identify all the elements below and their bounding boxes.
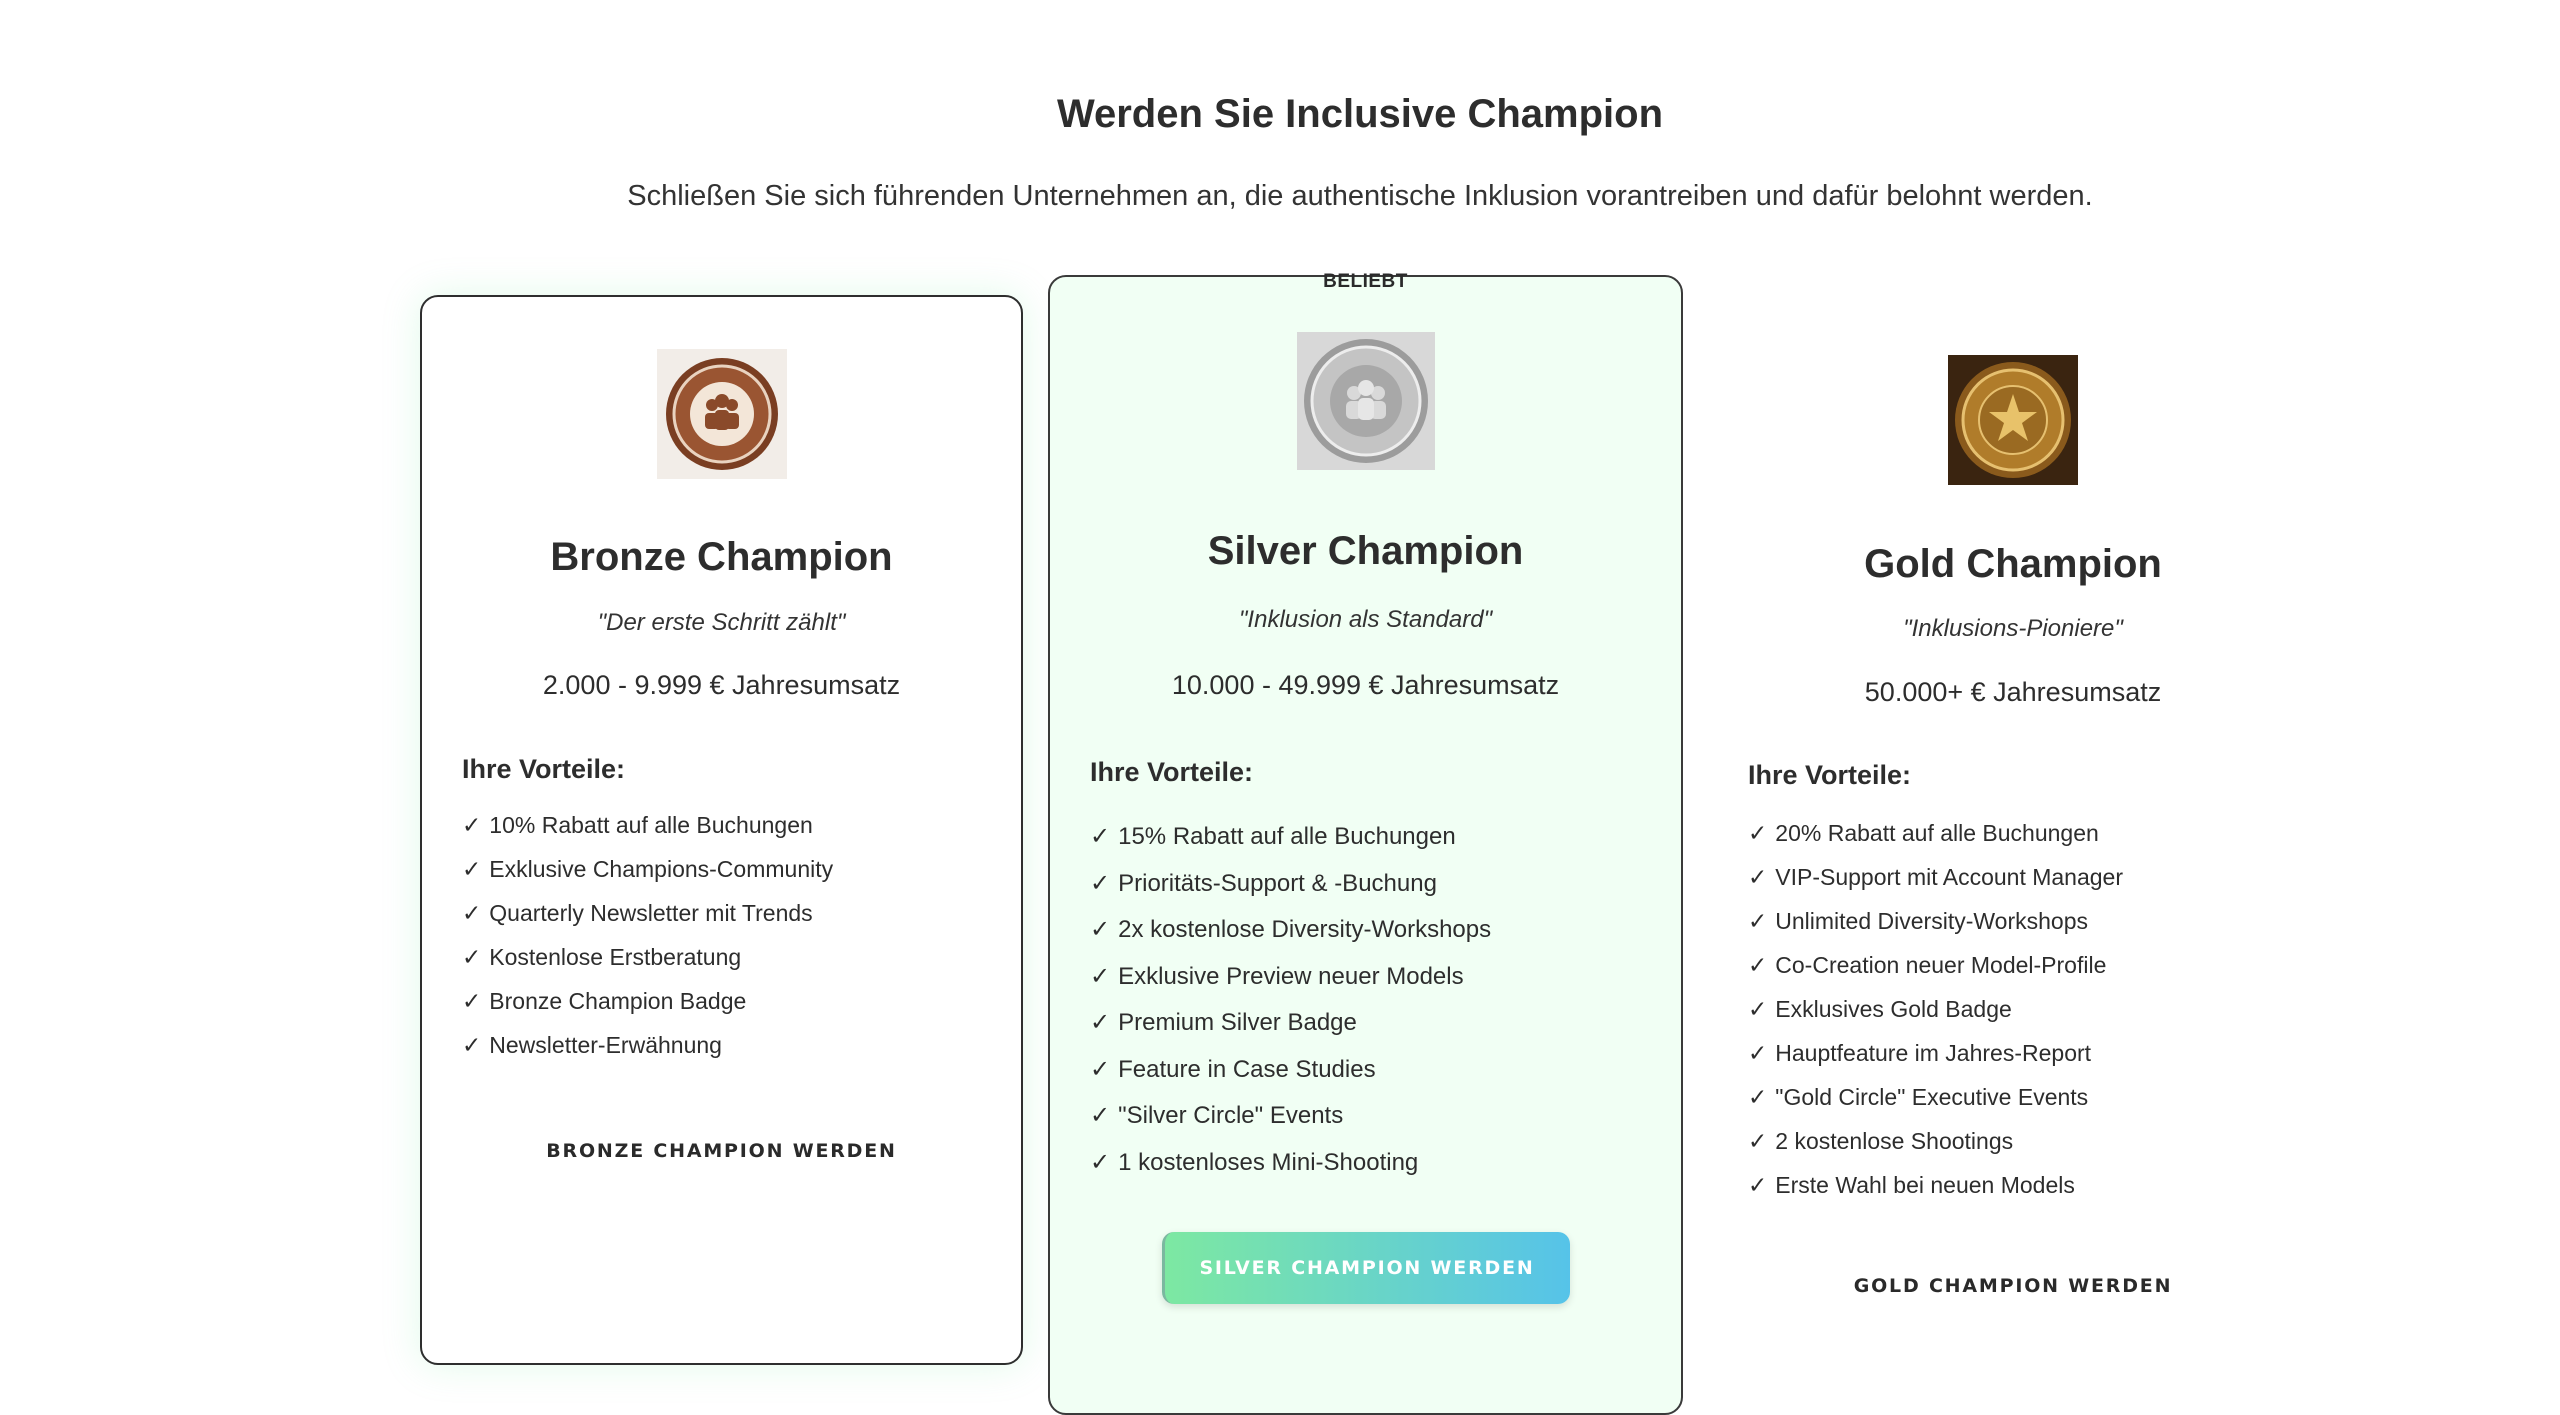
tier-name: Bronze Champion [550, 535, 893, 579]
benefit-item: ✓ Premium Silver Badge [1090, 1009, 1357, 1036]
benefit-item: ✓ Exklusive Champions-Community [462, 856, 834, 882]
silver-champion-button[interactable]: SILVER CHAMPION WERDEN [1162, 1232, 1570, 1304]
check-icon: ✓ [1748, 864, 1768, 890]
bronze-champion-button[interactable]: BRONZE CHAMPION WERDEN [546, 1140, 897, 1162]
tier-revenue: 10.000 - 49.999 € Jahresumsatz [1171, 670, 1560, 700]
tier-tagline: "Der erste Schritt zählt" [597, 609, 846, 636]
benefit-item: ✓ Bronze Champion Badge [462, 988, 747, 1014]
silver-champion-medal-icon [1297, 332, 1435, 470]
benefit-item: ✓ "Gold Circle" Executive Events [1748, 1084, 2089, 1110]
benefits-title: Ihre Vorteile: [1748, 760, 1912, 790]
check-icon: ✓ [1748, 908, 1768, 934]
check-icon: ✓ [1090, 869, 1111, 897]
benefit-item: ✓ Kostenlose Erstberatung [462, 944, 742, 970]
benefit-item: ✓ 20% Rabatt auf alle Buchungen [1748, 820, 2099, 846]
benefit-item: ✓ VIP-Support mit Account Manager [1748, 864, 2124, 890]
check-icon: ✓ [1090, 916, 1111, 943]
bronze-champion-medal-icon [657, 349, 787, 479]
benefit-item: ✓ Exklusives Gold Badge [1748, 996, 2012, 1022]
benefit-item: ✓ 2 kostenlose Shootings [1748, 1128, 2014, 1154]
tier-card-gold [1708, 295, 2318, 1365]
check-icon: ✓ [1748, 952, 1768, 978]
check-icon: ✓ [1748, 1172, 1768, 1198]
benefit-item: ✓ 15% Rabatt auf alle Buchungen [1090, 823, 1456, 850]
benefit-item: ✓ Hauptfeature im Jahres-Report [1748, 1040, 2092, 1066]
check-icon: ✓ [1748, 1084, 1768, 1110]
gold-champion-medal-icon [1948, 355, 2078, 485]
check-icon: ✓ [1090, 962, 1111, 990]
benefits-list [1090, 822, 1491, 1194]
benefits-title: Ihre Vorteile: [462, 754, 626, 784]
benefits-list [1748, 820, 2123, 1216]
tier-name: Gold Champion [1864, 542, 2162, 586]
tier-tagline: "Inklusion als Standard" [1238, 606, 1493, 633]
benefit-item: ✓ Exklusive Preview neuer Models [1090, 962, 1464, 990]
check-icon: ✓ [462, 944, 482, 970]
tier-revenue: 2.000 - 9.999 € Jahresumsatz [542, 670, 901, 700]
tier-revenue: 50.000+ € Jahresumsatz [1864, 677, 2162, 707]
check-icon: ✓ [1090, 823, 1111, 850]
benefit-item: ✓ 10% Rabatt auf alle Buchungen [462, 812, 813, 838]
check-icon: ✓ [1748, 820, 1768, 846]
check-icon: ✓ [1748, 1040, 1768, 1066]
benefit-item: ✓ 2x kostenlose Diversity-Workshops [1090, 916, 1492, 943]
tier-name: Silver Champion [1207, 529, 1524, 573]
tier-card-silver [1048, 271, 1683, 1415]
gold-champion-button[interactable]: GOLD CHAMPION WERDEN [1853, 1275, 2173, 1297]
benefit-item: ✓ "Silver Circle" Events [1090, 1102, 1344, 1129]
benefits-title: Ihre Vorteile: [1090, 757, 1254, 787]
benefit-item: ✓ Co-Creation neuer Model-Profile [1748, 952, 2107, 978]
check-icon: ✓ [1090, 1009, 1111, 1036]
check-icon: ✓ [462, 1032, 482, 1058]
check-icon: ✓ [462, 812, 482, 838]
check-icon: ✓ [462, 900, 482, 926]
benefit-item: ✓ Unlimited Diversity-Workshops [1748, 908, 2088, 934]
check-icon: ✓ [1090, 1148, 1111, 1176]
popular-badge: BELIEBT [1323, 271, 1408, 292]
check-icon: ✓ [462, 856, 482, 882]
check-icon: ✓ [1748, 1128, 1768, 1154]
benefit-item: ✓ 1 kostenloses Mini-Shooting [1090, 1148, 1419, 1176]
check-icon: ✓ [462, 988, 482, 1014]
benefit-item: ✓ Erste Wahl bei neuen Models [1748, 1172, 2075, 1198]
benefit-item: ✓ Newsletter-Erwähnung [462, 1032, 722, 1058]
section-title: Werden Sie Inclusive Champion [1056, 92, 1664, 136]
benefit-item: ✓ Quarterly Newsletter mit Trends [462, 900, 813, 926]
benefit-item: ✓ Feature in Case Studies [1090, 1055, 1376, 1083]
check-icon: ✓ [1748, 996, 1768, 1022]
check-icon: ✓ [1090, 1102, 1111, 1129]
benefits-list [462, 812, 833, 1076]
section-subtitle: Schließen Sie sich führenden Unternehmen an, die authentische Inklusion vorantreiben und dafür belohnt werden. [627, 180, 2093, 212]
tier-tagline: "Inklusions-Pioniere" [1903, 615, 2123, 642]
check-icon: ✓ [1090, 1055, 1111, 1083]
tier-card-bronze [420, 295, 1023, 1365]
benefit-item: ✓ Prioritäts-Support & -Buchung [1090, 869, 1437, 897]
